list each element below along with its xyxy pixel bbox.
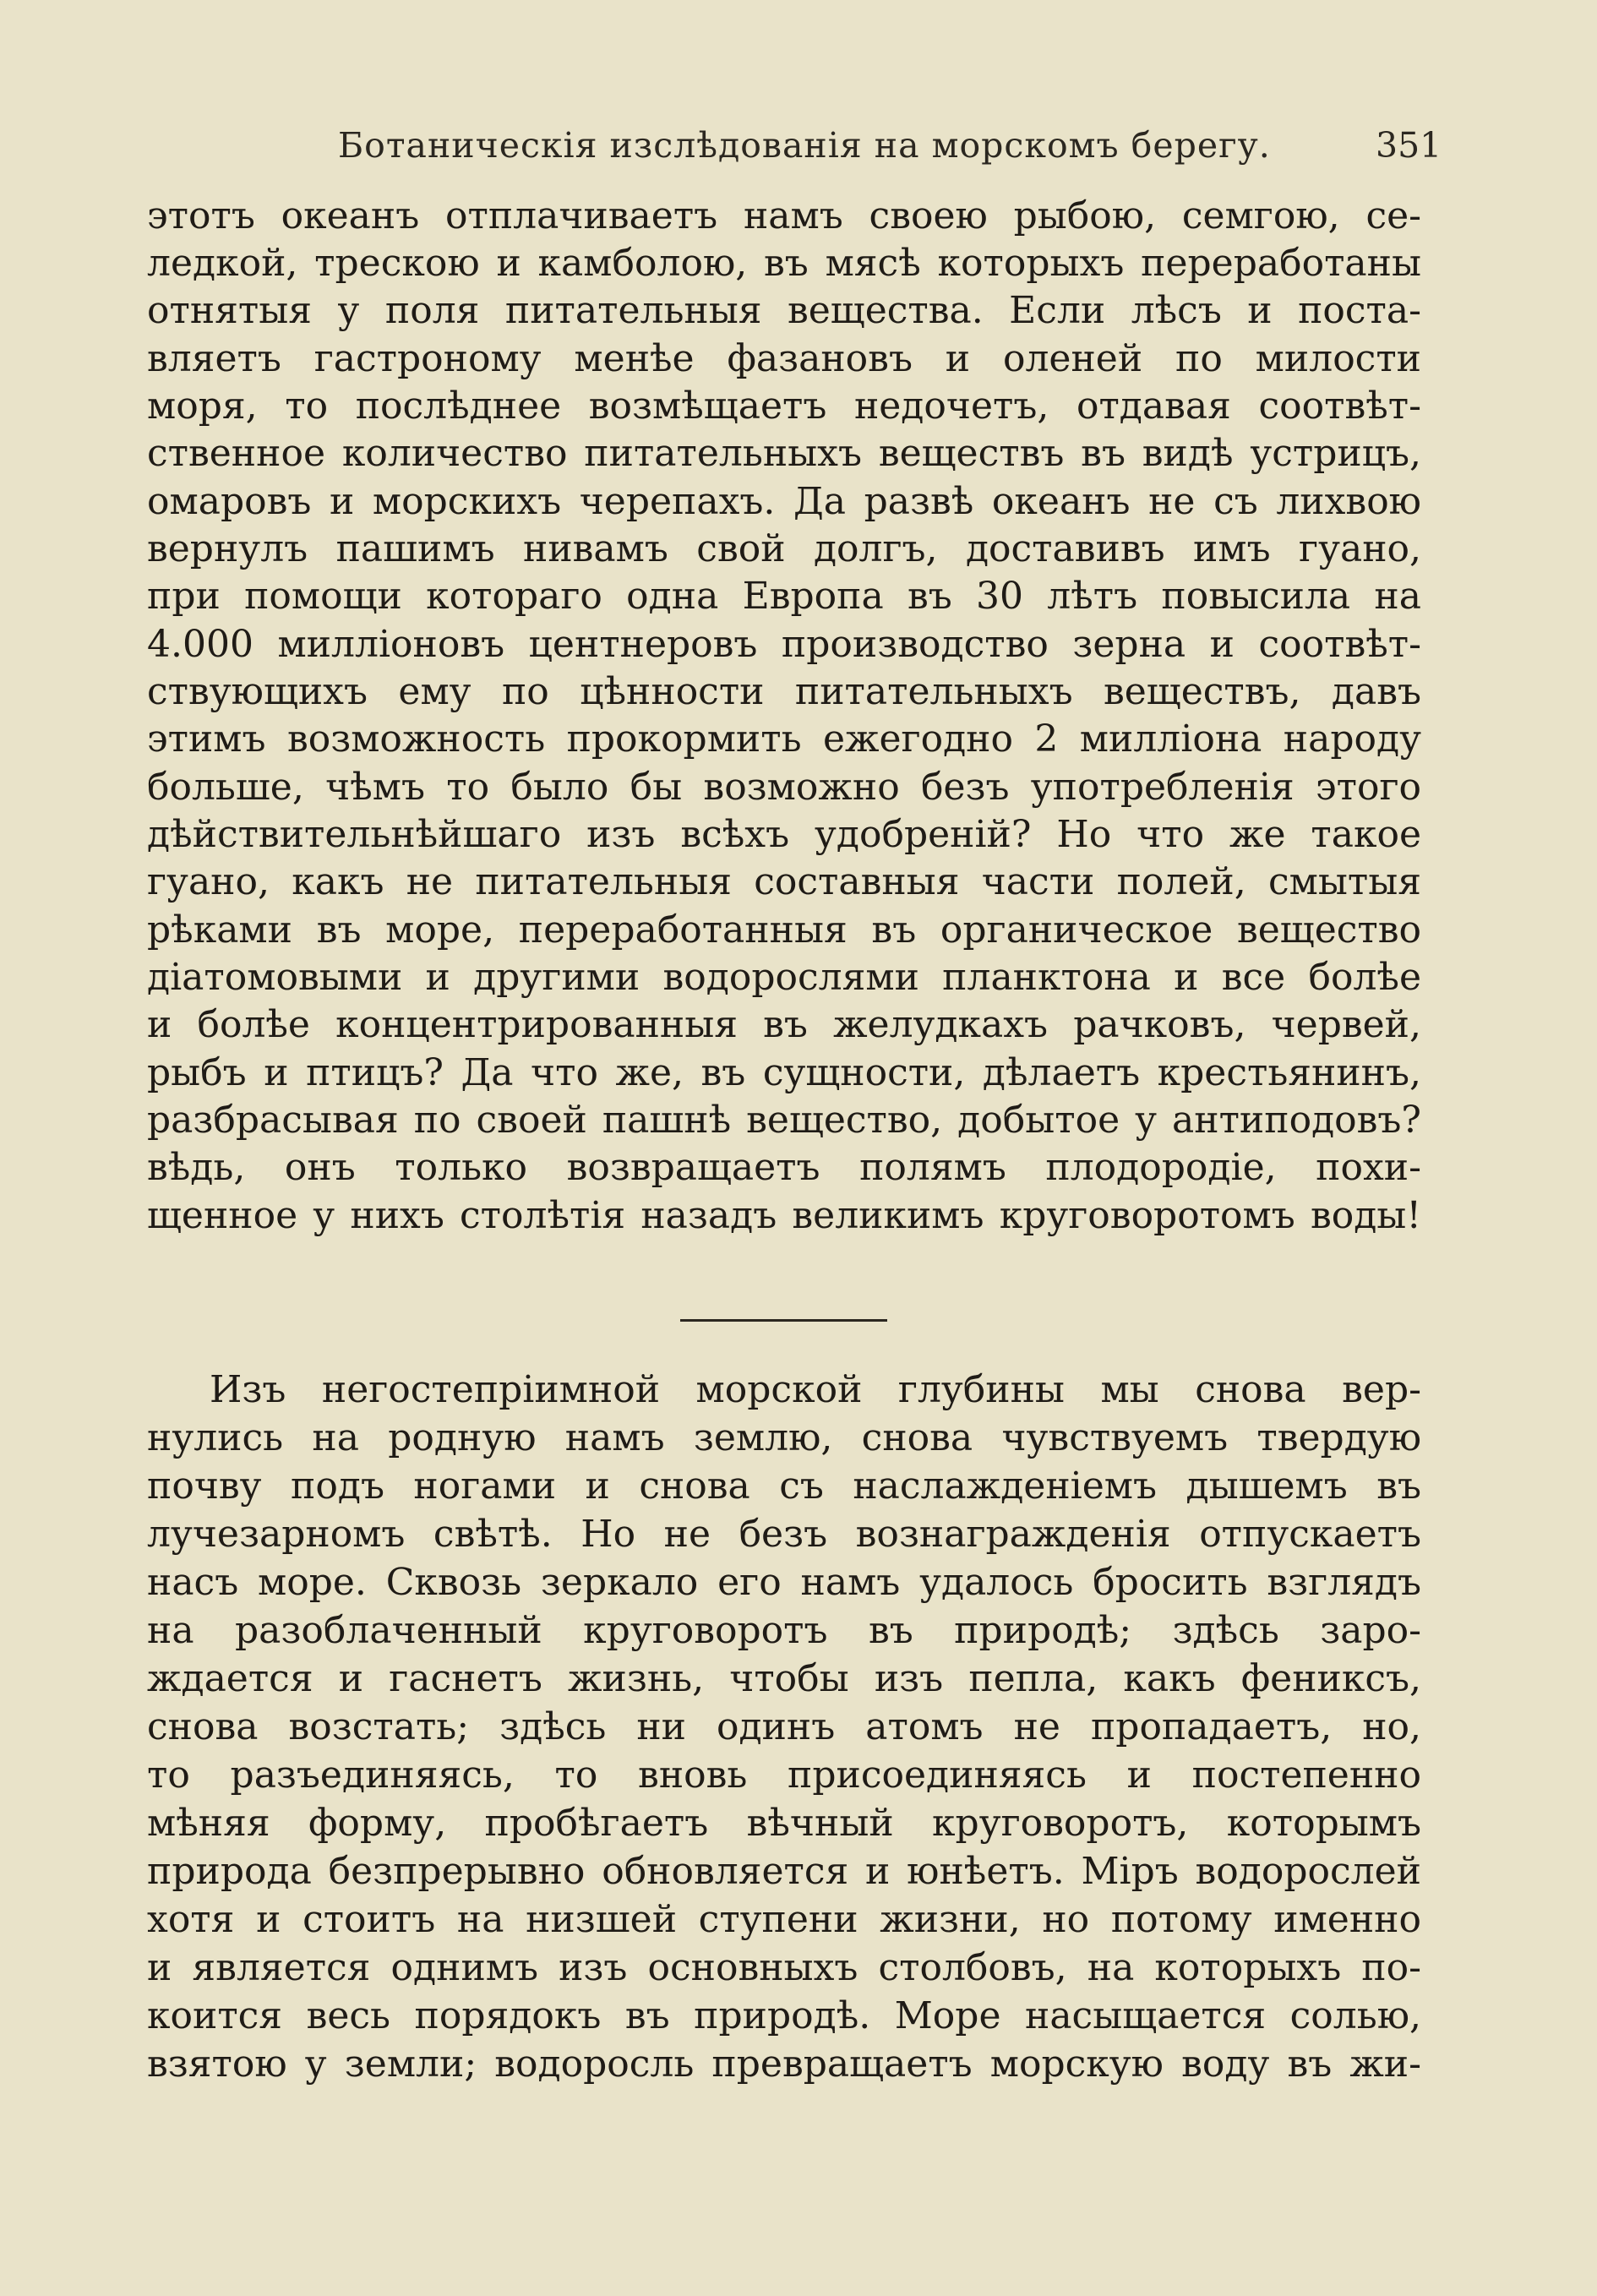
text-line: діатомовыми и другими водорослями планктона и все болѣе [147,956,1421,999]
text-line: мѣняя форму, пробѣгаетъ вѣчный круговоротъ, которымъ [147,1802,1421,1845]
running-title: Ботаническія изслѣдованія на морскомъ берегу. [338,125,1271,166]
text-line: этотъ океанъ отплачиваетъ намъ своею рыбою, семгою, се- [147,194,1421,237]
text-line: рыбъ и птицъ? Да что же, въ сущности, дѣлаетъ крестьянинъ, [147,1051,1421,1094]
text-line: природа безпрерывно обновляется и юнѣетъ. Міръ водорослей [147,1850,1421,1893]
text-line: отнятыя у поля питательныя вещества. Если лѣсъ и поста- [147,289,1421,332]
text-line: насъ море. Сквозь зеркало его намъ удалось бросить взглядъ [147,1561,1421,1604]
text-line: вернулъ пашимъ нивамъ свой долгъ, доставивъ имъ гуано, [147,527,1421,570]
running-head [0,125,1597,176]
text-line: и является однимъ изъ основныхъ столбовъ, на которыхъ по- [147,1946,1421,1989]
text-line: дѣйствительнѣйшаго изъ всѣхъ удобреній? Но что же такое [147,813,1421,856]
text-line: разбрасывая по своей пашнѣ вещество, добытое у антиподовъ? [147,1099,1421,1142]
text-line: вѣдь, онъ только возвращаетъ полямъ плодородіе, похи- [147,1146,1421,1189]
text-line: хотя и стоитъ на низшей ступени жизни, но потому именно [147,1898,1421,1941]
text-line: ствующихъ ему по цѣнности питательныхъ веществъ, давъ [147,670,1421,713]
text-line: гуано, какъ не питательныя составныя части полей, смытыя [147,860,1421,903]
text-line: омаровъ и морскихъ черепахъ. Да развѣ океанъ не съ лихвою [147,480,1421,523]
text-line: при помощи котораго одна Европа въ 30 лѣтъ повысила на [147,575,1421,618]
text-line: 4.000 милліоновъ центнеровъ производство зерна и соотвѣт- [147,623,1421,666]
text-line: на разоблаченный круговоротъ въ природѣ; здѣсь заро- [147,1609,1421,1652]
text-line: щенное у нихъ столѣтія назадъ великимъ круговоротомъ воды! [147,1194,1421,1237]
text-line: снова возстать; здѣсь ни одинъ атомъ не пропадаетъ, но, [147,1705,1421,1748]
text-line: больше, чѣмъ то было бы возможно безъ употребленія этого [147,766,1421,809]
text-line: ледкой, трескою и камболою, въ мясѣ которыхъ переработаны [147,242,1421,285]
text-line: нулись на родную намъ землю, снова чувствуемъ твердую [147,1416,1421,1459]
text-line: и болѣе концентрированныя въ желудкахъ рачковъ, червей, [147,1003,1421,1046]
text-line: вляетъ гастроному менѣе фазановъ и оленей по милости [147,337,1421,380]
text-line: Изъ негостепріимной морской глубины мы снова вер- [210,1368,1421,1411]
text-line: лучезарномъ свѣтѣ. Но не безъ вознагражденія отпускаетъ [147,1513,1421,1556]
page-number: 351 [1376,125,1442,166]
text-line: почву подъ ногами и снова съ наслажденіемъ дышемъ въ [147,1464,1421,1508]
text-line: моря, то послѣднее возмѣщаетъ недочетъ, отдавая соотвѣт- [147,384,1421,428]
text-line: взятою у земли; водоросль превращаетъ морскую воду въ жи- [147,2042,1421,2086]
text-line: коится весь порядокъ въ природѣ. Море насыщается солью, [147,1994,1421,2037]
text-line: рѣками въ море, переработанныя въ органическое вещество [147,908,1421,952]
section-separator [680,1319,887,1322]
text-line: ственное количество питательныхъ веществъ въ видѣ устрицъ, [147,432,1421,475]
text-line: то разъединяясь, то вновь присоединяясь и постепенно [147,1753,1421,1797]
text-line: этимъ возможность прокормить ежегодно 2 милліона народу [147,717,1421,761]
text-line: ждается и гаснетъ жизнь, чтобы изъ пепла, какъ фениксъ, [147,1657,1421,1700]
